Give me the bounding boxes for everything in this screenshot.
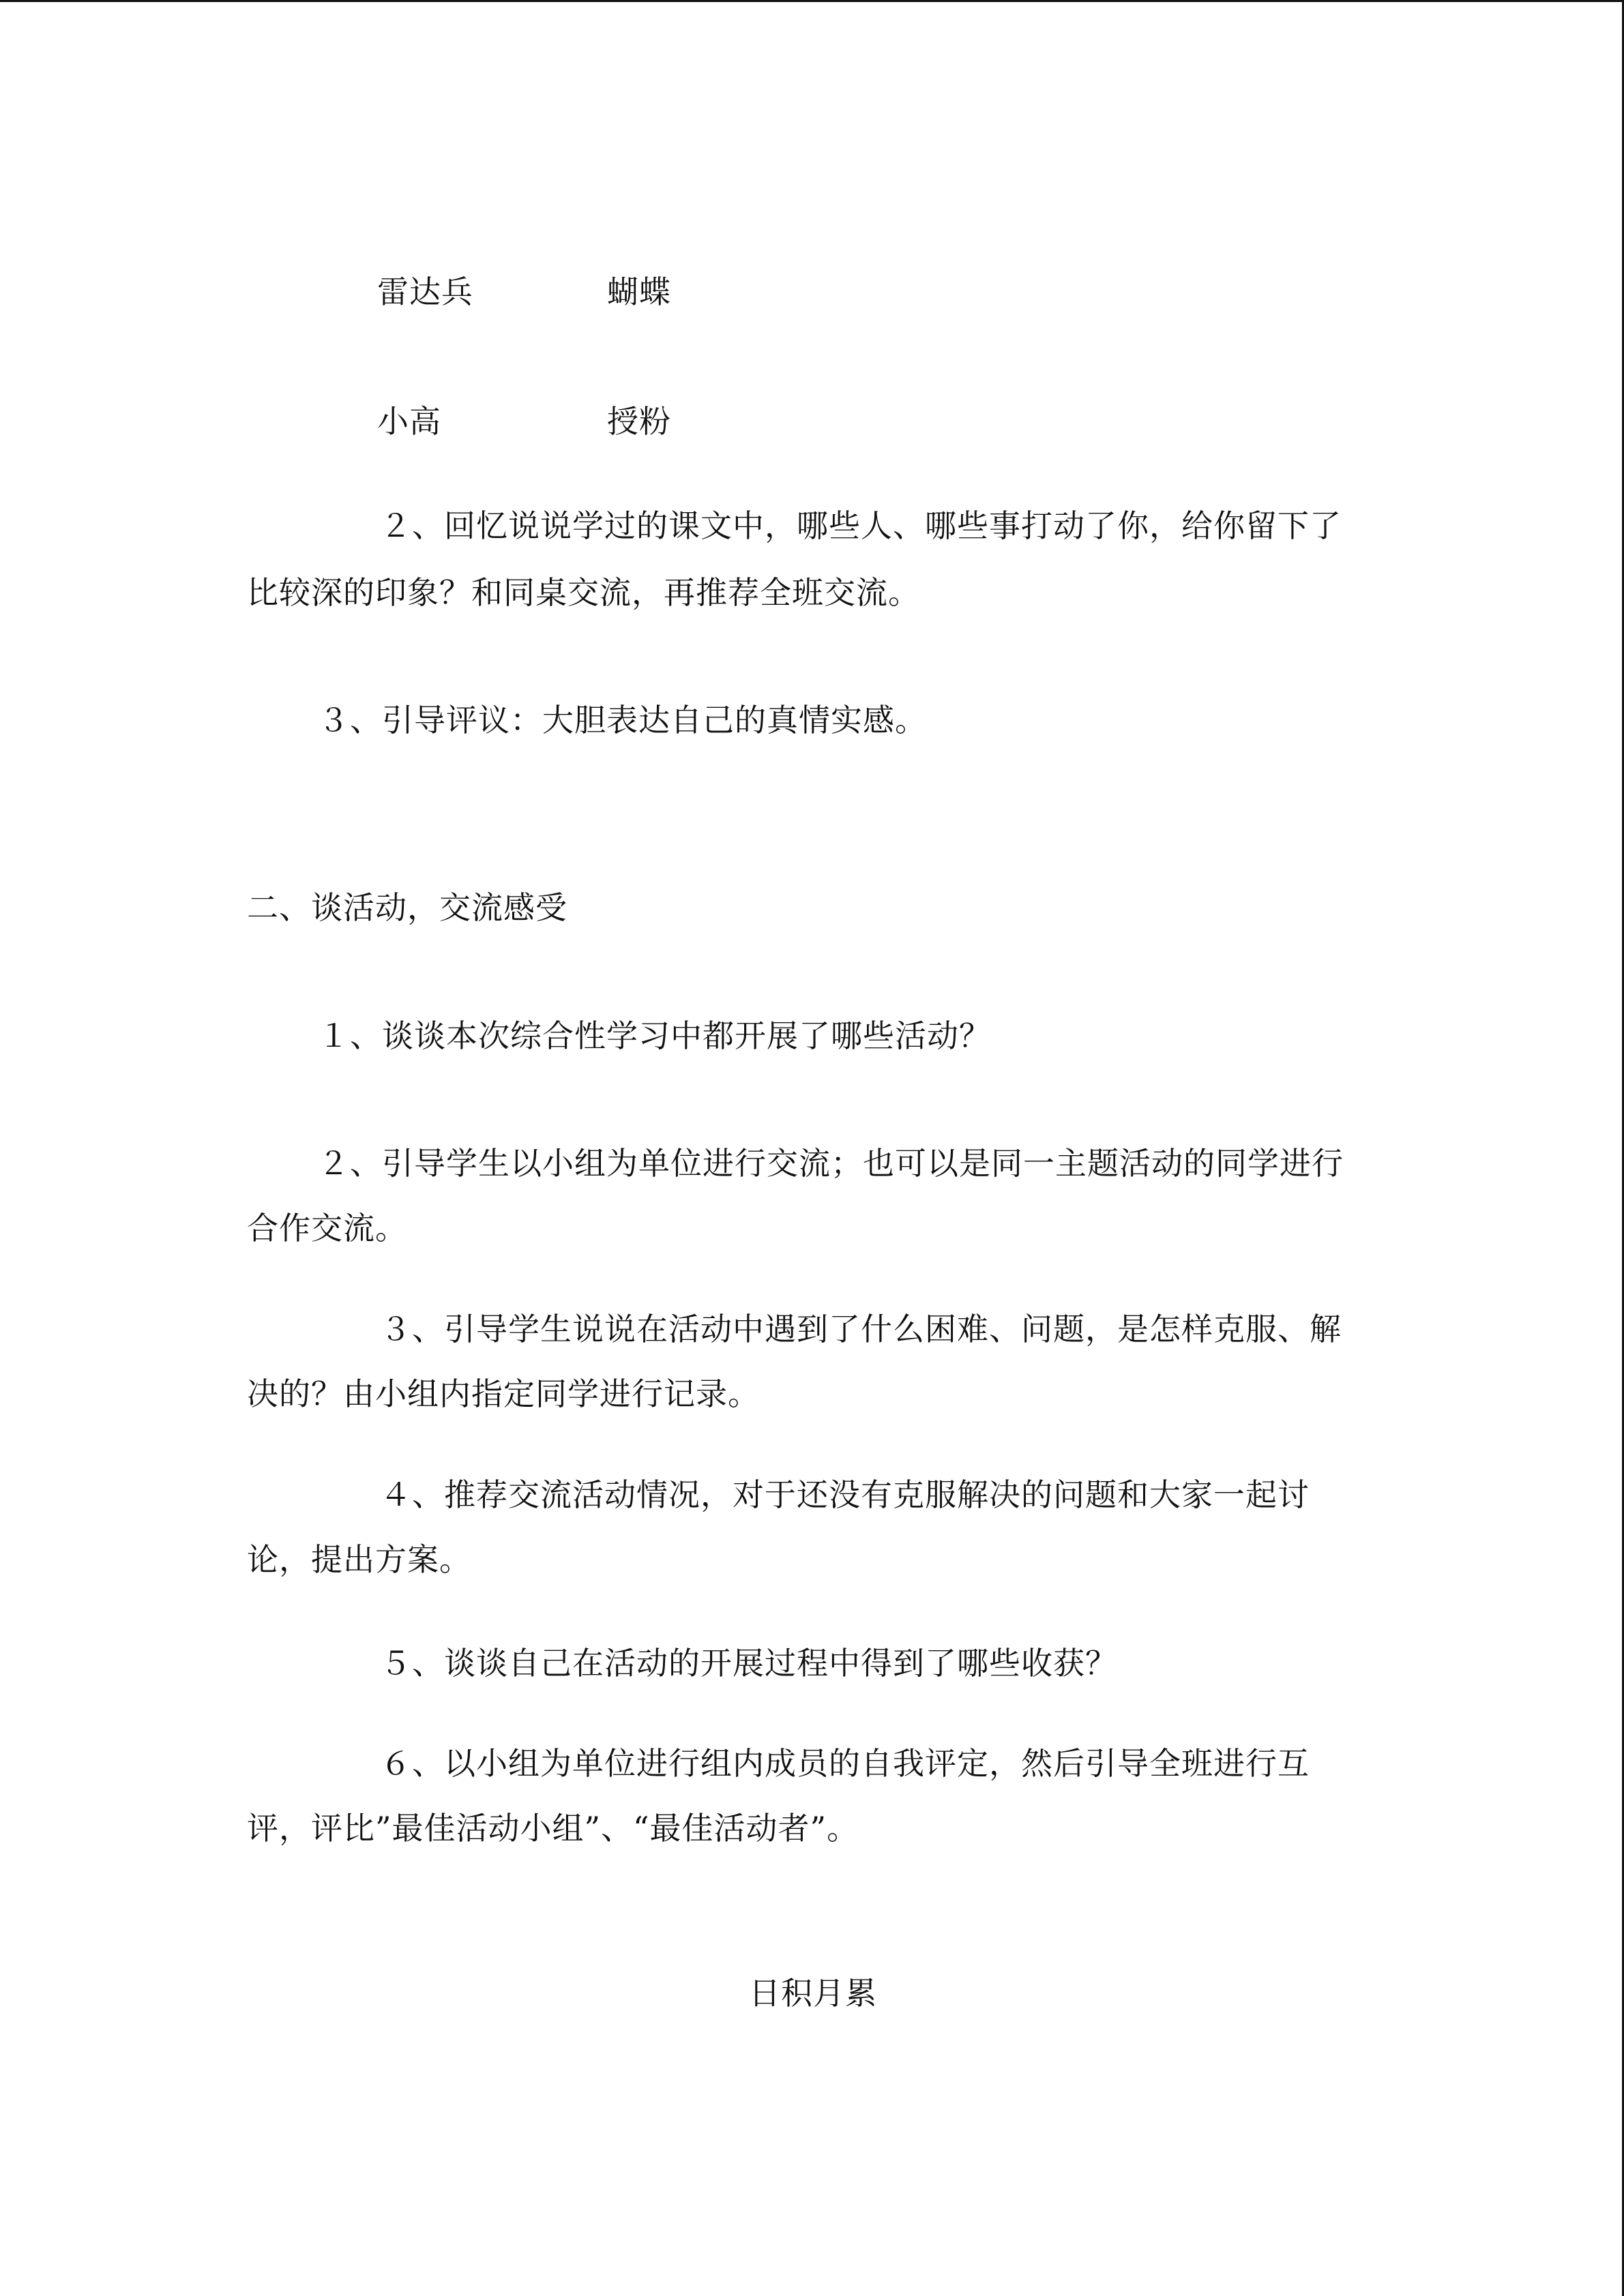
s2-item2-line2: 合作交流。	[247, 1210, 407, 1247]
s1-item3: ３、引导评议：大胆表达自己的真情实感。	[318, 702, 927, 739]
pair-right-2: 授粉	[607, 403, 671, 440]
s2-item4-line1: ４、推荐交流活动情况，对于还没有克服解决的问题和大家一起讨	[380, 1476, 1310, 1513]
pair-left-1: 雷达兵	[377, 273, 473, 310]
s1-item2-line2: 比较深的印象？和同桌交流，再推荐全班交流。	[247, 574, 920, 611]
section2-heading: 二、谈活动，交流感受	[247, 889, 567, 926]
s1-item2-line1: ２、回忆说说学过的课文中，哪些人、哪些事打动了你，给你留下了	[380, 507, 1342, 544]
s2-item6-line2: 评，评比”最佳活动小组”、“最佳活动者”。	[247, 1810, 859, 1847]
footer-title: 日积月累	[749, 1975, 877, 2012]
s2-item3-line1: ３、引导学生说说在活动中遇到了什么困难、问题，是怎样克服、解	[380, 1311, 1342, 1347]
s2-item4-line2: 论，提出方案。	[247, 1541, 471, 1578]
s2-item6-line1: ６、以小组为单位进行组内成员的自我评定，然后引导全班进行互	[380, 1745, 1310, 1782]
s2-item2-line1: ２、引导学生以小组为单位进行交流；也可以是同一主题活动的同学进行	[318, 1145, 1344, 1182]
pair-right-1: 蝴蝶	[607, 273, 671, 310]
pair-left-2: 小高	[377, 403, 441, 440]
s2-item5: ５、谈谈自己在活动的开展过程中得到了哪些收获？	[380, 1645, 1117, 1682]
s2-item3-line2: 决的？由小组内指定同学进行记录。	[247, 1375, 760, 1412]
s2-item1: １、谈谈本次综合性学习中都开展了哪些活动？	[318, 1017, 991, 1054]
